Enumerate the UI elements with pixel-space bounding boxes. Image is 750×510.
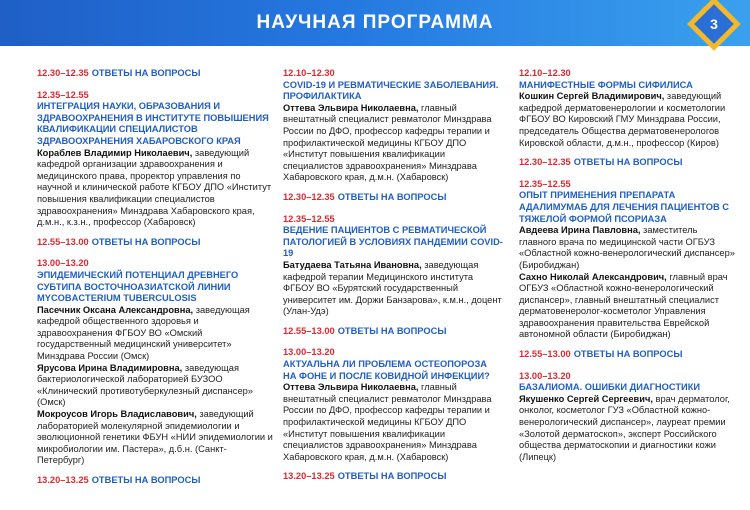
- page-number: 3: [710, 16, 718, 32]
- speaker-role: врач дерматолог, онколог, косметолог ГУЗ «Областной кожно-венерологический диспансер», лауреат премии «Золотой дерматоскоп», эксперт Российского общества дерматоскопии и диагностики кожи (Липецк): [519, 393, 730, 462]
- qa-label: ОТВЕТЫ НА ВОПРОСЫ: [337, 471, 447, 482]
- qa-label: ОТВЕТЫ НА ВОПРОСЫ: [91, 68, 201, 78]
- talk-block: [283, 347, 503, 463]
- speaker-name: Кораблев Владимир Николаевич,: [37, 147, 193, 158]
- speaker-name: Батудаева Татьяна Ивановна,: [283, 259, 422, 270]
- talk-block: [519, 68, 735, 149]
- talk-block: [519, 179, 735, 341]
- talk-block: [283, 214, 503, 318]
- qa-session: [37, 68, 274, 80]
- speaker: [519, 394, 735, 464]
- session-time: 12.35–12.55: [519, 178, 571, 189]
- program-column-3: [519, 68, 735, 471]
- session-time: 13.20–13.25: [283, 471, 335, 482]
- program-column-2: [283, 68, 503, 493]
- qa-session: [37, 237, 274, 249]
- session-time: 13.00–13.20: [283, 347, 335, 358]
- speaker-name: Авдеева Ирина Павловна,: [519, 225, 641, 236]
- talk-block: [37, 90, 274, 229]
- speaker: [37, 409, 274, 467]
- session-time: 12.30–12.35: [283, 191, 335, 202]
- speaker-name: Сахно Николай Александрович,: [519, 271, 667, 282]
- session-time: 12.30–12.35: [519, 157, 571, 168]
- qa-label: ОТВЕТЫ НА ВОПРОСЫ: [573, 157, 683, 168]
- session-time: 12.30–12.35: [37, 68, 89, 78]
- session-time: 12.10–12.30: [283, 68, 335, 78]
- speaker: [37, 148, 274, 229]
- speaker-role: заведующая кафедрой общественного здоровья и здравоохранения ФГБОУ ВО «Омский государственный медицинский университет» Минздрава России (Омск): [37, 304, 250, 362]
- speaker-role: заведующая кафедрой терапии Медицинского института ФГБОУ ВО «Бурятский государственный университет им. Доржи Банзарова», к.м.н., доцент (Улан-Удэ): [283, 259, 502, 317]
- qa-label: ОТВЕТЫ НА ВОПРОСЫ: [337, 325, 447, 336]
- talk-title: АКТУАЛЬНА ЛИ ПРОБЛЕМА ОСТЕОПОРОЗА НА ФОНЕ И ПОСЛЕ КОВИДНОЙ ИНФЕКЦИИ?: [283, 359, 490, 381]
- speaker-name: Мокроусов Игорь Владиславович,: [37, 409, 197, 420]
- speaker-role: заведующая бактериологической лабораторией БУЗОО «Клинический противотуберкулезный диспансер» (Омск): [37, 362, 253, 408]
- qa-session: [519, 349, 735, 361]
- talk-title: ВЕДЕНИЕ ПАЦИЕНТОВ С РЕВМАТИЧЕСКОЙ ПАТОЛОГИЕЙ В УСЛОВИЯХ ПАНДЕМИИ COVID-19: [283, 225, 503, 259]
- session-time: 12.35–12.55: [37, 89, 89, 100]
- speaker: [37, 305, 274, 363]
- talk-block: [37, 258, 274, 467]
- qa-session: [283, 471, 503, 483]
- qa-label: ОТВЕТЫ НА ВОПРОСЫ: [337, 191, 447, 202]
- speaker: [37, 363, 274, 409]
- speaker-role: главный врач ОГБУЗ «Областной кожно-венерологический диспансер», главный внештатный специалист дерматовенеролог-косметолог Управления здравоохранения правительства Еврейской автономной области (Биробиджан): [519, 271, 728, 340]
- qa-label: ОТВЕТЫ НА ВОПРОСЫ: [91, 475, 201, 485]
- session-time: 12.55–13.00: [519, 349, 571, 360]
- talk-title: БАЗАЛИОМА. ОШИБКИ ДИАГНОСТИКИ: [519, 382, 701, 393]
- talk-title: COVID-19 И РЕВМАТИЧЕСКИЕ ЗАБОЛЕВАНИЯ. ПРОФИЛАКТИКА: [283, 79, 499, 102]
- session-time: 13.00–13.20: [519, 370, 571, 381]
- qa-label: ОТВЕТЫ НА ВОПРОСЫ: [91, 236, 201, 247]
- session-time: 12.35–12.55: [283, 213, 335, 224]
- speaker: [283, 382, 503, 463]
- talk-block: [519, 371, 735, 464]
- speaker: [283, 260, 503, 318]
- qa-session: [519, 157, 735, 169]
- speaker-role: главный внештатный специалист ревматолог Минздрава России по ДФО, профессор кафедры терапии и профилактической медицины КГБОУ ДПО «Институт повышения квалификации специалистов здравоохранения» Минздрава Хабаровского края, д.м.н. (Хабаровск): [283, 102, 492, 183]
- speaker: [283, 103, 503, 184]
- program-column-1: [37, 68, 274, 497]
- speaker-name: Кошкин Сергей Владимирович,: [519, 91, 665, 102]
- speaker-role: заведующий кафедрой дерматовенерологии и косметологии ФГБОУ ВО Кировский ГМУ Минздрава России, председатель Общества дерматовенерологов Кировской области, д.м.н., профессор (Киров): [519, 91, 726, 148]
- speaker-name: Ярусова Ирина Владимировна,: [37, 362, 183, 373]
- speaker-role: заведующий кафедрой организации здравоохранения и медицинского права, проректор управления по научной и клинической работе КГБОУ ДПО «Институт повышения квалификации специалистов здравоохранения» Минздрава Хабаровского края, д.м.н., к.з.н., профессор (Хабаровск): [37, 147, 272, 228]
- talk-title: МАНИФЕСТНЫЕ ФОРМЫ СИФИЛИСА: [519, 79, 693, 90]
- speaker-name: Оттева Эльвира Николаевна,: [283, 102, 419, 113]
- qa-session: [283, 326, 503, 338]
- talk-title: ЭПИДЕМИЧЕСКИЙ ПОТЕНЦИАЛ ДРЕВНЕГО СУБТИПА ВОСТОЧНОАЗИАТСКОЙ ЛИНИИ MYCOBACTERIUM TUBERCULOSIS: [37, 269, 239, 304]
- speaker-name: Пасечник Оксана Александровна,: [37, 304, 194, 315]
- page-header: [0, 0, 750, 46]
- session-time: 12.10–12.30: [519, 68, 571, 78]
- speaker: [519, 91, 735, 149]
- speaker-role: заведующий лабораторией молекулярной эпидемиологии и эволюционной генетики ФБУН «НИИ эпидемиологии и микробиологии им. Пастера», д.б.н. (Санкт-Петербург): [37, 409, 273, 466]
- session-time: 12.55–13.00: [283, 325, 335, 336]
- speaker: [519, 272, 735, 342]
- page-title: НАУЧНАЯ ПРОГРАММА: [256, 12, 494, 33]
- speaker-role: главный внештатный специалист ревматолог Минздрава России по ДФО, профессор кафедры терапии и профилактической медицины КГБОУ ДПО «Институт повышения квалификации специалистов здравоохранения» Минздрава Хабаровского края, д.м.н. (Хабаровск): [283, 382, 492, 462]
- talk-title: ИНТЕГРАЦИЯ НАУКИ, ОБРАЗОВАНИЯ И ЗДРАВООХРАНЕНИЯ В ИНСТИТУТЕ ПОВЫШЕНИЯ КВАЛИФИКАЦИИ СПЕЦИАЛИСТОВ ЗДРАВООХРАНЕНИЯ ХАБАРОВСКОГО КРАЯ: [37, 101, 269, 146]
- speaker-name: Оттева Эльвира Николаевна,: [283, 382, 419, 393]
- speaker: [519, 225, 735, 271]
- page-number-badge: [692, 2, 736, 46]
- speaker-role: заместитель главного врача по медицинской части ОГБУЗ «Областной кожно-венерологический диспансер» (Биробиджан): [519, 225, 735, 270]
- qa-session: [37, 475, 274, 487]
- talk-block: [283, 68, 503, 184]
- session-time: 13.00–13.20: [37, 258, 89, 269]
- session-time: 13.20–13.25: [37, 475, 89, 485]
- qa-label: ОТВЕТЫ НА ВОПРОСЫ: [573, 349, 683, 360]
- qa-session: [283, 192, 503, 204]
- session-time: 12.55–13.00: [37, 236, 89, 247]
- talk-title: ОПЫТ ПРИМЕНЕНИЯ ПРЕПАРАТА АДАЛИМУМАБ ДЛЯ ЛЕЧЕНИЯ ПАЦИЕНТОВ С ТЯЖЕЛОЙ ФОРМОЙ ПСОРИАЗА: [519, 190, 729, 224]
- speaker-name: Якушенко Сергей Сергеевич,: [519, 393, 653, 404]
